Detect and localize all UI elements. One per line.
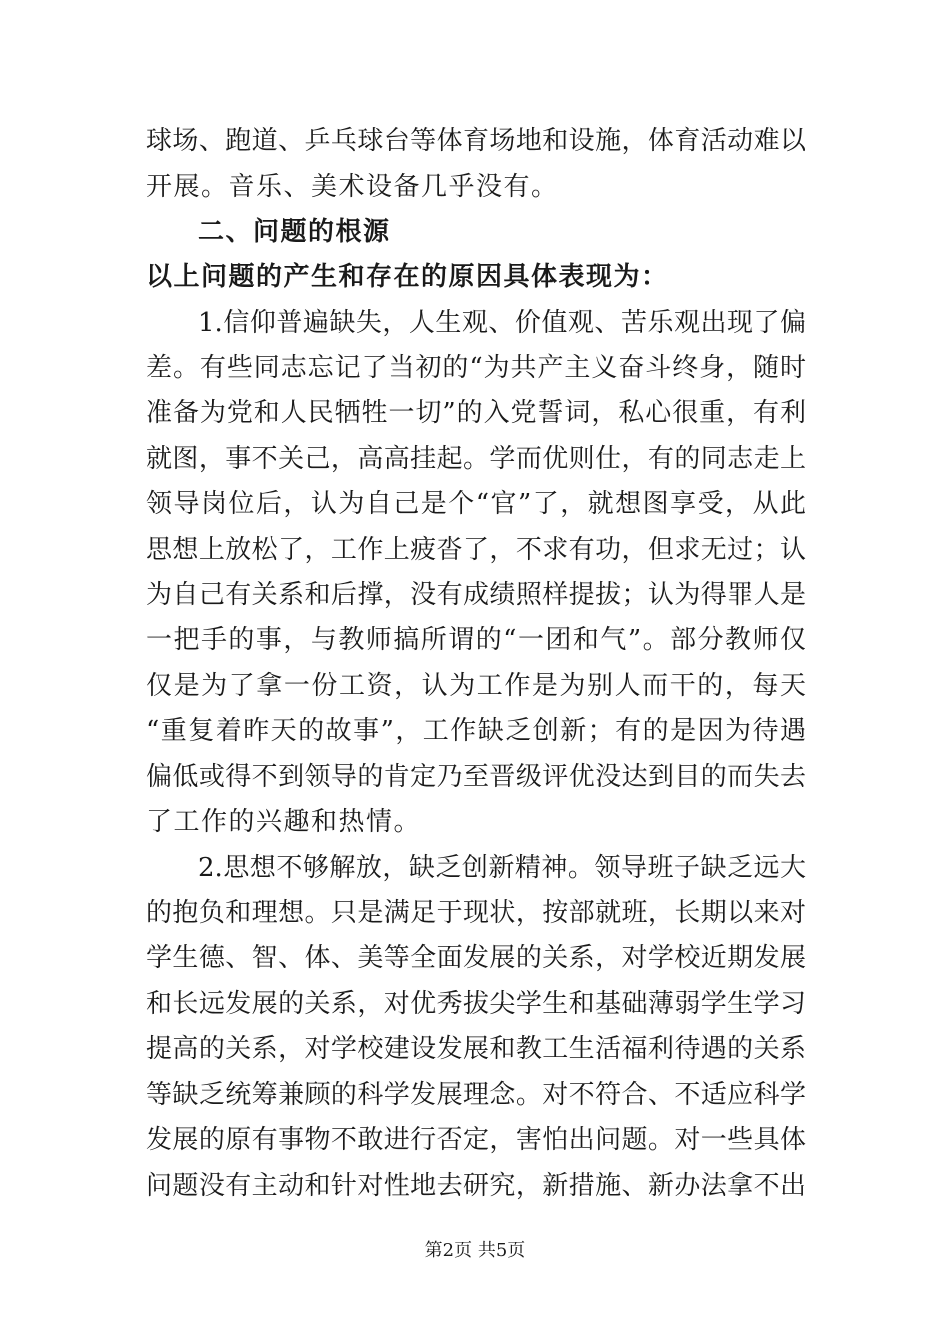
body-line: 2.思想不够解放，缺乏创新精神。领导班子缺乏远大 — [198, 853, 806, 883]
body-line: 提高的关系，对学校建设发展和教工生活福利待遇的关系 — [146, 1034, 806, 1064]
body-line: 偏低或得不到领导的肯定乃至晋级评优没达到目的而失去 — [146, 762, 806, 792]
body-line: “重复着昨天的故事”，工作缺乏创新；有的是因为待遇 — [146, 716, 806, 746]
body-line: 球场、跑道、乒乓球台等体育场地和设施，体育活动难以 — [146, 126, 806, 156]
bold-lead-line: 以上问题的产生和存在的原因具体表现为： — [146, 262, 669, 292]
body-line: 就图，事不关己，高高挂起。学而优则仕，有的同志走上 — [146, 444, 806, 474]
body-line: 差。有些同志忘记了当初的“为共产主义奋斗终身，随时 — [146, 353, 806, 383]
body-line: 领导岗位后，认为自己是个“官”了，就想图享受，从此 — [146, 489, 806, 519]
body-line: 准备为党和人民牺牲一切”的入党誓词，私心很重，有利 — [146, 398, 806, 428]
body-line: 发展的原有事物不敢进行否定，害怕出问题。对一些具体 — [146, 1125, 806, 1155]
section-heading: 二、问题的根源 — [198, 217, 391, 247]
body-line: 问题没有主动和针对性地去研究，新措施、新办法拿不出 — [146, 1171, 806, 1201]
body-line: 为自己有关系和后撑，没有成绩照样提拔；认为得罪人是 — [146, 580, 806, 610]
body-line: 和长远发展的关系，对优秀拔尖学生和基础薄弱学生学习 — [146, 989, 806, 1019]
page-number-footer: 第2页 共5页 — [424, 1240, 526, 1261]
body-line: 仅是为了拿一份工资，认为工作是为别人而干的，每天 — [146, 671, 806, 701]
body-line: 思想上放松了，工作上疲沓了，不求有功，但求无过；认 — [146, 535, 806, 565]
body-line: 了工作的兴趣和热情。 — [146, 807, 422, 837]
body-line: 1.信仰普遍缺失，人生观、价值观、苦乐观出现了偏 — [198, 308, 806, 338]
body-line: 学生德、智、体、美等全面发展的关系，对学校近期发展 — [146, 943, 806, 973]
body-line: 等缺乏统筹兼顾的科学发展理念。对不符合、不适应科学 — [146, 1080, 806, 1110]
body-line: 开展。音乐、美术设备几乎没有。 — [146, 172, 559, 202]
body-line: 一把手的事，与教师搞所谓的“一团和气”。部分教师仅 — [146, 625, 806, 655]
body-line: 的抱负和理想。只是满足于现状，按部就班，长期以来对 — [146, 898, 806, 928]
